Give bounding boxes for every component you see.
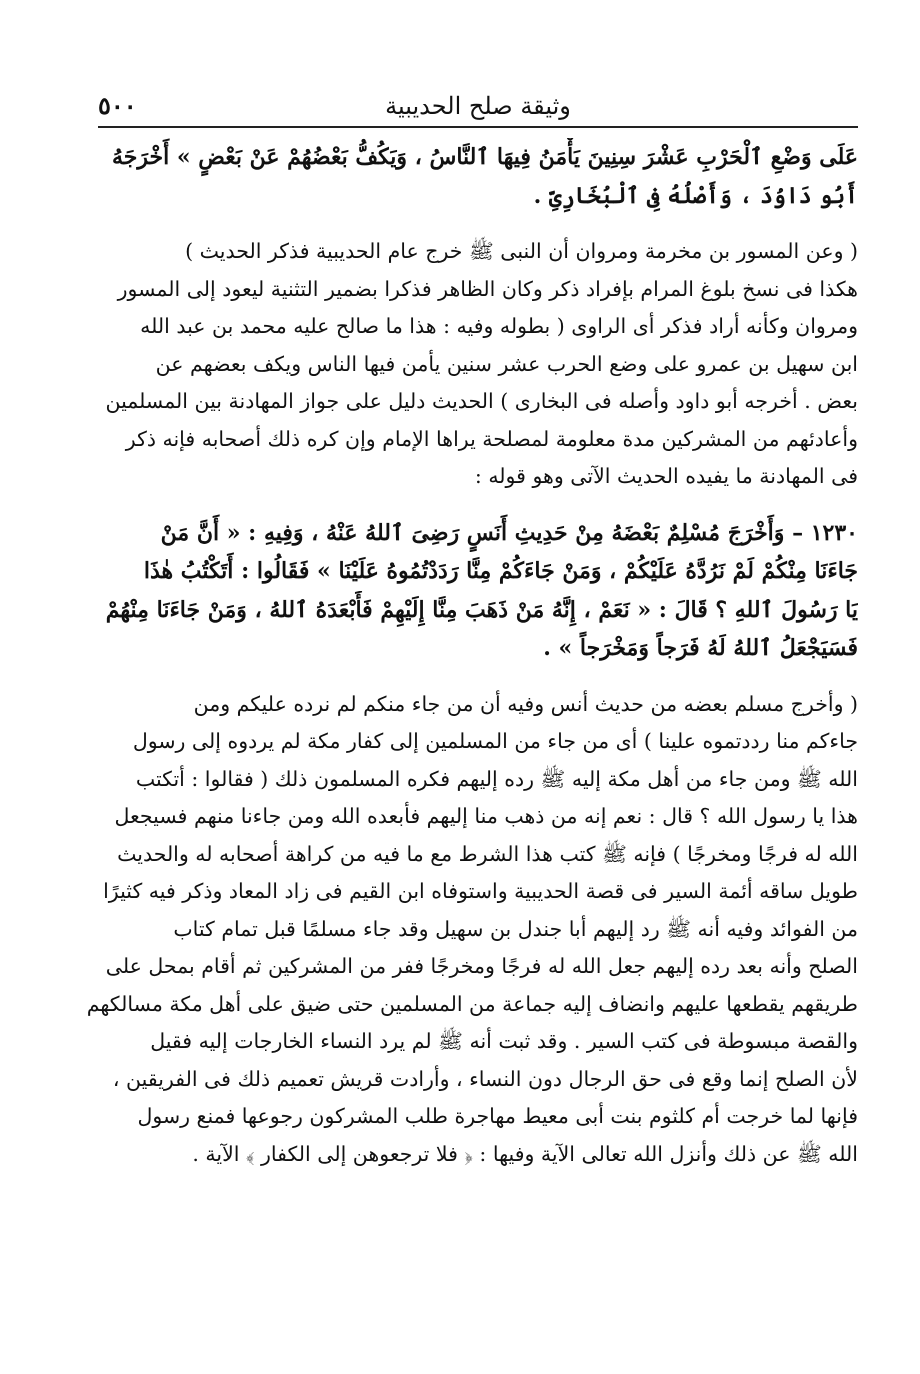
page-body bbox=[82, 138, 858, 1191]
text-line: ابن سهيل بن عمرو على وضع الحرب عشر سنين يأمن فيها الناس ويكف بعضهم عن bbox=[155, 351, 858, 376]
text-line: فإنها لما خرجت أم كلثوم بنت أبى معيط مهاجرة طلب المشركون رجوعها فمنع رسول bbox=[137, 1104, 858, 1128]
text-line: الله ﷺ ومن جاء من أهل مكة إليه ﷺ رده إليهم فكره المسلمون ذلك ( فقالوا : أتكتب bbox=[135, 766, 858, 791]
text-line: فى المهادنة ما يفيده الحديث الآتى وهو قوله : bbox=[474, 464, 858, 488]
text-line: جَاءَنَا مِنْكُمْ لَمْ نَرُدَّهُ عَلَيْكُمْ ، وَمَنْ جَاءَكُمْ مِنَّا رَدَدْتُمُوهُ عَلَيْنَا » فَقَالُوا : أَتَكْتُبُ هٰذَا bbox=[143, 558, 858, 584]
page-header bbox=[98, 88, 858, 124]
running-title: وثيقة صلح الحديبية bbox=[385, 92, 571, 120]
text-line: هكذا فى نسخ بلوغ المرام بإفراد ذكر وكان الظاهر فذكرا بضمير التثنية ليعود إلى المسور bbox=[117, 276, 858, 301]
hadith-1230 bbox=[82, 514, 858, 668]
text-line: ( وأخرج مسلم بعضه من حديث أنس وفيه أن من جاء منكم لم نرده عليكم ومن bbox=[193, 691, 858, 716]
text-line: ( وعن المسور بن مخرمة ومروان أن النبى ﷺ خرج عام الحديبية فذكر الحديث ) bbox=[185, 239, 858, 263]
text-line: من الفوائد وفيه أنه ﷺ رد إليهم أبا جندل بن سهيل وقد جاء مسلمًا قبل تمام كتاب bbox=[173, 916, 858, 941]
text-line: أَبُو دَاوُدَ ، وَأَصْلُهُ فِى ٱلْبُخَارِىِّ . bbox=[533, 182, 858, 209]
text-line: الصلح وأنه بعد رده إليهم جعل الله له فرجًا ومخرجًا ففر من المشركين ثم أقام بمحل على bbox=[105, 954, 858, 978]
text-line: فَسَيَجْعَلُ ٱللهُ لَهُ فَرَجاً وَمَخْرَجاً » . bbox=[543, 635, 858, 661]
header-rule bbox=[98, 126, 858, 128]
page-number: ٥٠٠ bbox=[98, 91, 137, 120]
hadith-continuation bbox=[82, 138, 858, 215]
text-line: الله له فرجًا ومخرجًا ) فإنه ﷺ كتب هذا الشرط مع ما فيه من كراهة أصحابه له والحديث bbox=[117, 841, 858, 866]
text-line: طويل ساقه أئمة السير فى قصة الحديبية واستوفاه ابن القيم فى زاد المعاد وذكر فيه كثيرًا bbox=[103, 879, 858, 903]
text-line: الله ﷺ عن ذلك وأنزل الله تعالى الآية وفيها : ﴿ فلا ترجعوهن إلى الكفار ﴾ الآية . bbox=[192, 1141, 858, 1166]
text-line: بعض . أخرجه أبو داود وأصله فى البخارى ) الحديث دليل على جواز المهادنة بين المسلمين bbox=[105, 389, 858, 413]
text-line: طريقهم يقطعها عليهم وانضاف إليه جماعة من المسلمين حتى ضيق على أهل مكة مسالكهم bbox=[86, 991, 858, 1016]
text-line: ١٢٣٠ – وَأَخْرَجَ مُسْلِمٌ بَعْضَهُ مِنْ حَدِيثِ أَنَسٍ رَضِىَ ٱللهُ عَنْهُ ، وَفِيهِ : « أَنَّ مَنْ bbox=[160, 519, 858, 546]
text-line: يَا رَسُولَ ٱللهِ ؟ قَالَ : « نَعَمْ ، إِنَّهُ مَنْ ذَهَبَ مِنَّا إِلَيْهِمْ فَأَبْعَدَهُ ٱللهُ ، وَمَنْ جَاءَنَا مِنْهُمْ bbox=[105, 596, 858, 623]
text-line: عَلَى وَضْعِ ٱلْحَرْبِ عَشْرَ سِنِينَ يَأْمَنُ فِيهَا ٱلنَّاسُ ، وَيَكُفُّ بَعْضُهُمْ عَنْ بَعْضٍ » أَخْرَجَهُ bbox=[111, 144, 858, 170]
text-line: والقصة مبسوطة فى كتب السير . وقد ثبت أنه ﷺ لم يرد النساء الخارجات إليه فقيل bbox=[150, 1029, 858, 1053]
commentary-paragraph bbox=[82, 233, 858, 496]
text-line: لأن الصلح إنما وقع فى حق الرجال دون النساء ، وأرادت قريش تعميم ذلك فى الفريقين ، bbox=[112, 1066, 858, 1091]
text-line: هذا يا رسول الله ؟ قال : نعم إنه من ذهب منا إليهم فأبعده الله ومن جاءنا منهم فسيجعل bbox=[114, 804, 858, 828]
text-line: جاءكم منا رددتموه علينا ) أى من جاء من المسلمين إلى كفار مكة لم يردوه إلى رسول bbox=[132, 729, 858, 753]
text-line: وأعادئهم من المشركين مدة معلومة لمصلحة يراها الإمام وإن كره ذلك أصحابه فإنه ذكر bbox=[125, 426, 858, 451]
text-line: ومروان وكأنه أراد فذكر أى الراوى ( بطوله وفيه : هذا ما صالح عليه محمد بن عبد الله bbox=[140, 314, 858, 338]
commentary-paragraph bbox=[82, 686, 858, 1174]
